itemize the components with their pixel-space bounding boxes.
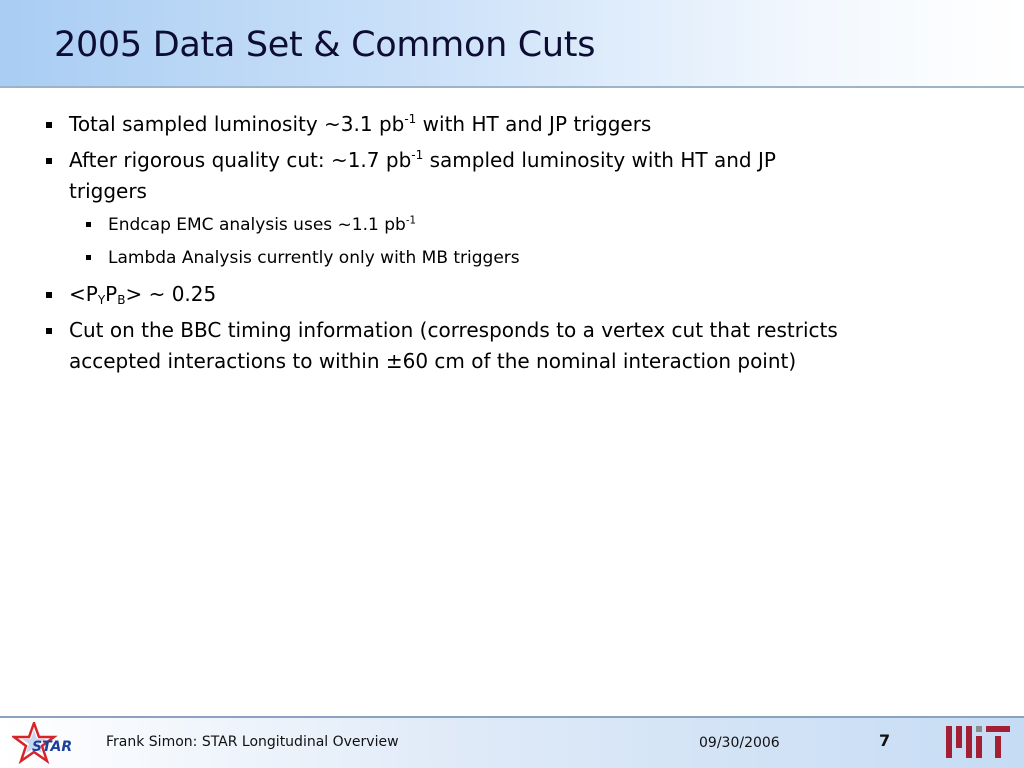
sub-bullet-item (108, 213, 416, 237)
superscript: -1 (405, 215, 416, 227)
bullet-text: P (105, 282, 118, 306)
superscript: -1 (411, 148, 424, 163)
title-divider (0, 86, 1024, 88)
footer-date: 09/30/2006 (699, 735, 780, 751)
bullet-text: sampled luminosity with HT and JP (423, 148, 776, 172)
star-logo (12, 722, 74, 766)
superscript: -1 (404, 112, 417, 127)
page-number: 7 (879, 731, 891, 750)
bullet-text: > ~ 0.25 (125, 282, 217, 306)
footer-author-title: Frank Simon: STAR Longitudinal Overview (106, 734, 399, 750)
bullet-item-continuation: accepted interactions to within ±60 cm of the nominal interaction point) (69, 349, 797, 373)
mit-logo (946, 726, 1012, 758)
sub-bullet-marker (86, 255, 91, 260)
bullet-text: <P (69, 282, 98, 306)
bullet-text: with HT and JP triggers (416, 112, 652, 136)
bullet-marker (46, 292, 52, 298)
bullet-marker (46, 328, 52, 334)
bullet-text: Endcap EMC analysis uses ~1.1 pb (108, 215, 406, 235)
bullet-marker (46, 122, 52, 128)
bullet-item (69, 145, 776, 175)
bullet-item (69, 279, 216, 309)
subscript: Y (97, 293, 106, 307)
bullet-text: Total sampled luminosity ~3.1 pb (69, 112, 405, 136)
slide-title: 2005 Data Set & Common Cuts (54, 25, 596, 65)
bullet-item-continuation: triggers (69, 179, 147, 203)
bullet-text: After rigorous quality cut: ~1.7 pb (69, 148, 412, 172)
bullet-item: Cut on the BBC timing information (corresponds to a vertex cut that restricts (69, 318, 838, 342)
bullet-item (69, 109, 651, 139)
star-logo-text: STAR (32, 739, 73, 755)
bullet-marker (46, 158, 52, 164)
sub-bullet-item: Lambda Analysis currently only with MB triggers (108, 248, 520, 268)
footer-divider (0, 716, 1024, 718)
subscript: B (117, 293, 126, 307)
sub-bullet-marker (86, 222, 91, 227)
